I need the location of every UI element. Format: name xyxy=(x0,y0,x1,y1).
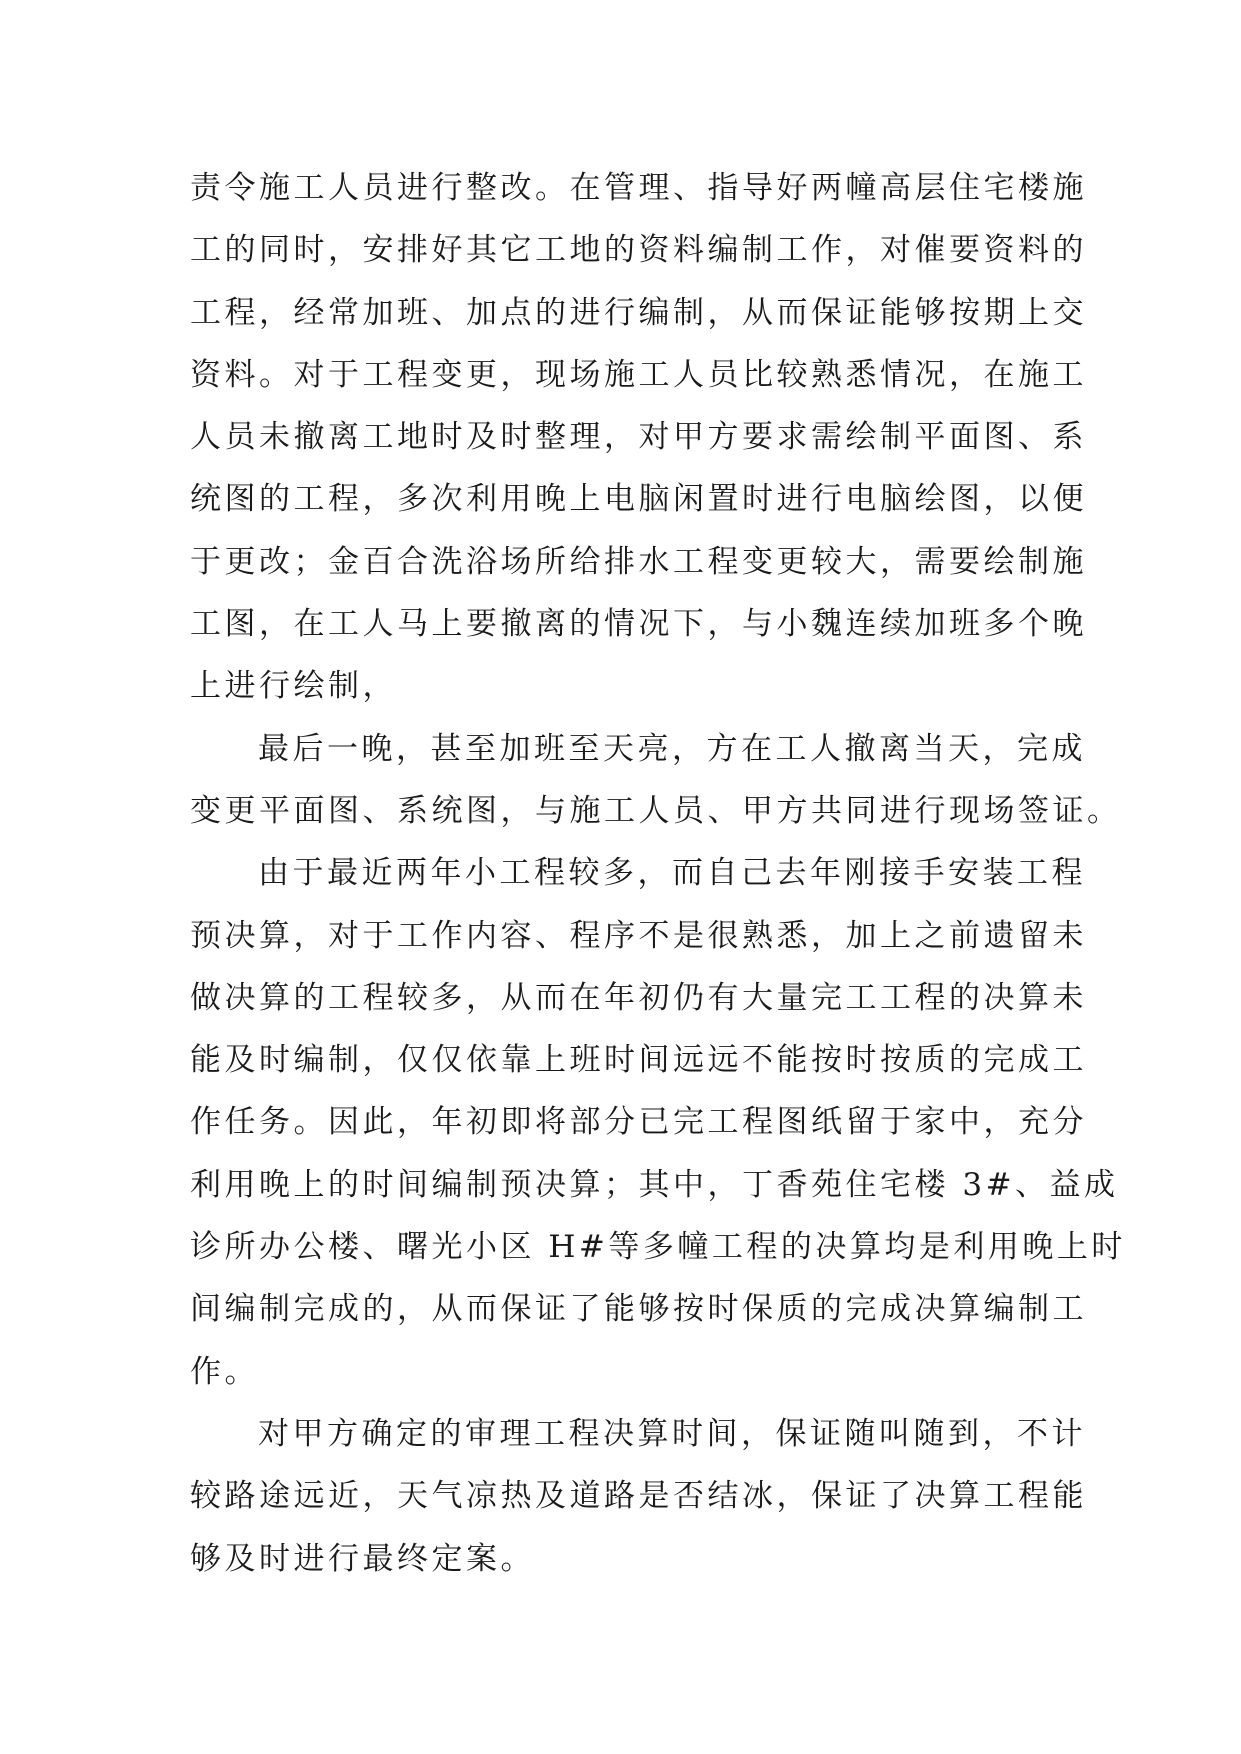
paragraph-3-line-3: 做决算的工程较多，从而在年初仍有大量完工工程的决算未 xyxy=(190,979,1087,1016)
paragraph-3-line-7: 诊所办公楼、曙光小区 H#等多幢工程的决算均是利用晚上时 xyxy=(190,1229,1126,1266)
paragraph-3-line-9: 作。 xyxy=(190,1353,259,1390)
paragraph-4-line-3: 够及时进行最终定案。 xyxy=(190,1540,535,1577)
paragraph-1-line-7: 于更改；金百合洗浴场所给排水工程变更较大，需要绘制施 xyxy=(190,543,1087,580)
paragraph-3-line-1: 由于最近两年小工程较多，而自己去年刚接手安装工程 xyxy=(258,855,1086,892)
paragraph-3-line-4: 能及时编制，仅仅依靠上班时间远远不能按时按质的完成工 xyxy=(190,1042,1087,1079)
paragraph-1-line-1: 责令施工人员进行整改。在管理、指导好两幢高层住宅楼施 xyxy=(190,170,1087,206)
paragraph-2-line-2: 变更平面图、系统图，与施工人员、甲方共同进行现场签证。 xyxy=(190,792,1122,829)
paragraph-4-line-2: 较路途远近，天气凉热及道路是否结冰，保证了决算工程能 xyxy=(190,1478,1087,1515)
paragraph-1-line-3: 工程，经常加班、加点的进行编制，从而保证能够按期上交 xyxy=(190,294,1087,331)
document-body xyxy=(190,157,1126,1590)
paragraph-3-line-6: 利用晚上的时间编制预决算；其中，丁香苑住宅楼 3#、益成 xyxy=(190,1166,1119,1203)
paragraph-1-line-2: 工的同时，安排好其它工地的资料编制工作，对催要资料的 xyxy=(190,232,1087,269)
paragraph-1-line-4: 资料。对于工程变更，现场施工人员比较熟悉情况，在施工 xyxy=(190,356,1087,393)
paragraph-2-line-1: 最后一晚，甚至加班至天亮，方在工人撤离当天，完成 xyxy=(258,730,1086,767)
paragraph-3-line-2: 预决算，对于工作内容、程序不是很熟悉，加上之前遗留未 xyxy=(190,917,1087,954)
paragraph-4-line-1: 对甲方确定的审理工程决算时间，保证随叫随到，不计 xyxy=(258,1415,1086,1452)
paragraph-1-line-8: 工图，在工人马上要撤离的情况下，与小魏连续加班多个晚 xyxy=(190,606,1087,643)
paragraph-3-line-8: 间编制完成的，从而保证了能够按时保质的完成决算编制工 xyxy=(190,1291,1087,1328)
paragraph-1-line-6: 统图的工程，多次利用晚上电脑闲置时进行电脑绘图，以便 xyxy=(190,481,1087,518)
paragraph-1-line-5: 人员未撤离工地时及时整理，对甲方要求需绘制平面图、系 xyxy=(190,419,1087,456)
paragraph-3-line-5: 作任务。因此，年初即将部分已完工程图纸留于家中，充分 xyxy=(190,1104,1087,1141)
paragraph-1-line-9: 上进行绘制， xyxy=(190,668,397,705)
